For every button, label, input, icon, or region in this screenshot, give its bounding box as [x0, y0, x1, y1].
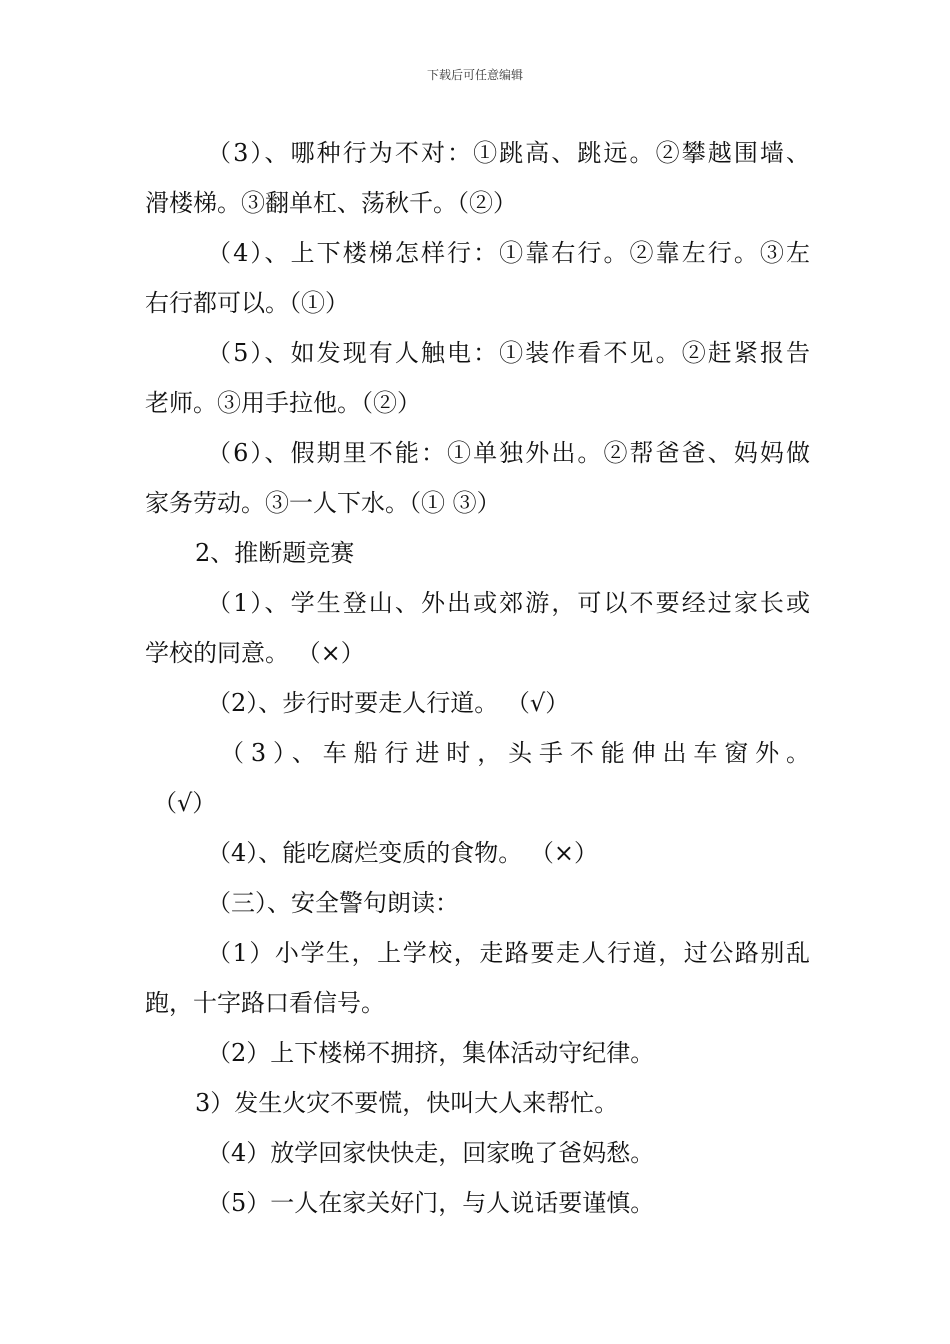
slogan-1-line-1: （1）小学生，上学校，走路要走人行道，过公路别乱	[207, 939, 810, 967]
slogan-2: （2）上下楼梯不拥挤，集体活动守纪律。	[207, 1039, 655, 1067]
question-3-line-1: （3）、哪种行为不对：①跳高、跳远。②攀越围墙、	[207, 139, 810, 167]
judgement-3-line-2: （√）	[153, 789, 217, 817]
question-3-line-2: 滑楼梯。③翻单杠、荡秋千。（②）	[145, 189, 517, 217]
judgement-4: （4）、能吃腐烂变质的食物。 （×）	[207, 839, 599, 867]
slogan-4: （4）放学回家快快走，回家晚了爸妈愁。	[207, 1139, 655, 1167]
question-5-line-2: 老师。③用手拉他。（②）	[145, 389, 421, 417]
judgement-3-line-1: （3）、车船行进时，头手不能伸出车窗外。	[220, 739, 810, 767]
page-header: 下载后可任意编辑	[426, 68, 523, 82]
judgement-2: （2）、步行时要走人行道。 （√）	[207, 689, 570, 717]
slogan-3: 3）发生火灾不要慌，快叫大人来帮忙。	[195, 1089, 619, 1117]
slogan-1-line-2: 跑，十字路口看信号。	[145, 989, 385, 1017]
question-6-line-2: 家务劳动。③一人下水。（① ③）	[145, 489, 501, 517]
section-heading-safety-slogans: （三）、安全警句朗读：	[207, 889, 459, 917]
section-heading-judgement: 2、推断题竞赛	[195, 539, 355, 567]
document-body	[145, 128, 810, 1228]
question-4-line-1: （4）、上下楼梯怎样行：①靠右行。②靠左行。③左	[207, 239, 810, 267]
question-6-line-1: （6）、假期里不能：①单独外出。②帮爸爸、妈妈做	[207, 439, 810, 467]
judgement-1-line-1: （1）、学生登山、外出或郊游，可以不要经过家长或	[207, 589, 810, 617]
question-4-line-2: 右行都可以。（①）	[145, 289, 349, 317]
judgement-1-line-2: 学校的同意。 （×）	[145, 639, 365, 667]
slogan-5: （5）一人在家关好门，与人说话要谨慎。	[207, 1189, 655, 1217]
question-5-line-1: （5）、如发现有人触电：①装作看不见。②赶紧报告	[207, 339, 810, 367]
